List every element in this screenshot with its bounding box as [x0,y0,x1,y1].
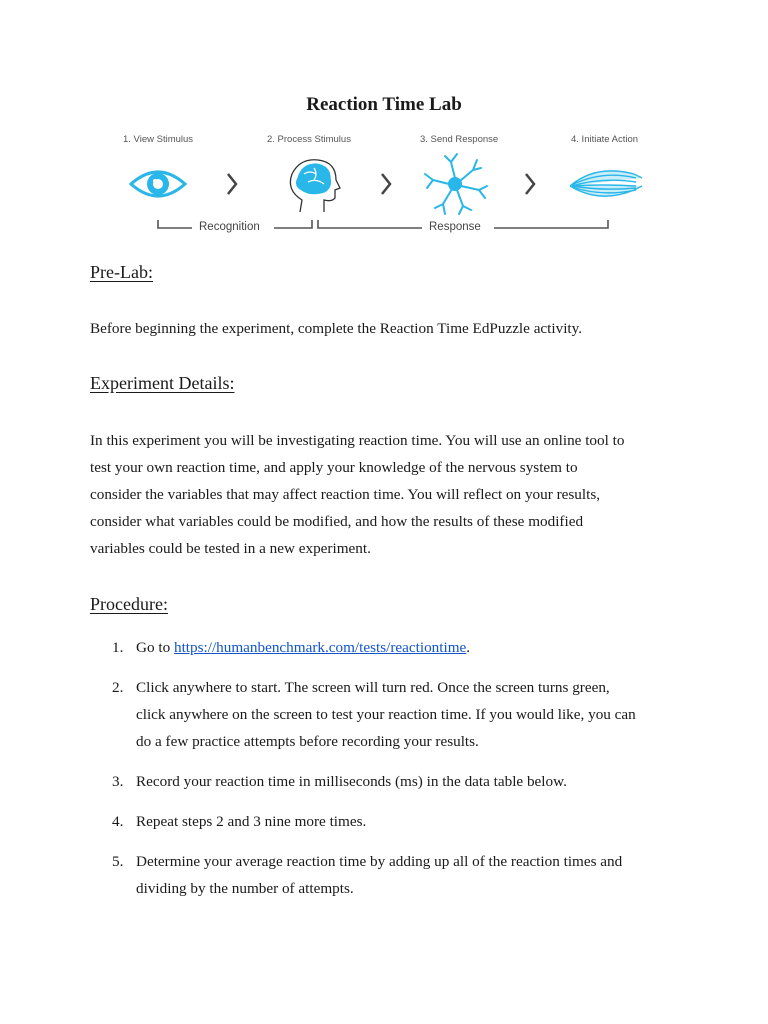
eye-icon [131,172,185,196]
page-title: Reaction Time Lab [306,94,462,115]
text-line: Click anywhere to start. The screen will turn red. Once the screen turns green, [136,679,610,696]
text-line: Determine your average reaction time by adding up all of the reaction times and [136,853,623,870]
list-item [90,808,690,835]
step-number: 3. [112,773,124,790]
procedure-list [90,634,690,915]
step-text-suffix: . [466,639,471,656]
procedure-heading: Procedure: [90,594,168,614]
details-paragraph [90,427,690,562]
step-label-process: 2. Process Stimulus [267,134,351,145]
step-number: 2. [112,679,124,696]
chevron-right-icon [526,174,534,194]
details-heading: Experiment Details: [90,373,235,393]
step-label-send: 3. Send Response [420,134,499,145]
text-line: Record your reaction time in milliseconds (ms) in the data table below. [136,773,567,790]
text-line: consider the variables that may affect reaction time. You will reflect on your results, [90,486,601,503]
neuron-icon [425,154,487,214]
step-number: 1. [112,639,124,656]
muscle-icon [570,171,642,196]
reaction-test-link[interactable]: https://humanbenchmark.com/tests/reactiontime [173,639,467,656]
chevron-right-icon [382,174,390,194]
phase-label-response: Response [429,221,481,233]
step-label-initiate: 4. Initiate Action [571,134,639,145]
step-number: 5. [112,853,124,870]
reaction-diagram [110,130,660,240]
text-line: In this experiment you will be investigating reaction time. You will use an online tool to [90,432,625,449]
prelab-text: Before beginning the experiment, complete the Reaction Time EdPuzzle activity. [90,320,583,337]
text-line: Repeat steps 2 and 3 nine more times. [136,813,367,830]
list-item [90,768,690,795]
step-label-view: 1. View Stimulus [123,134,194,145]
text-line: test your own reaction time, and apply your knowledge of the nervous system to [90,459,578,476]
diagram-graphics [110,130,660,240]
text-line: do a few practice attempts before recording your results. [136,733,479,750]
prelab-heading: Pre-Lab: [90,262,153,282]
text-line: variables could be tested in a new experiment. [90,540,371,557]
list-item [90,634,690,661]
step-number: 4. [112,813,124,830]
text-line: consider what variables could be modified, and how the results of these modified [90,513,584,530]
list-item [90,674,690,755]
list-item [90,848,690,902]
brain-head-icon [290,160,340,212]
text-line: click anywhere on the screen to test your reaction time. If you would like, you can [136,706,636,723]
text-line: dividing by the number of attempts. [136,880,354,897]
chevron-right-icon [228,174,236,194]
phase-label-recognition: Recognition [199,221,260,233]
step-text: Go to [136,639,174,656]
